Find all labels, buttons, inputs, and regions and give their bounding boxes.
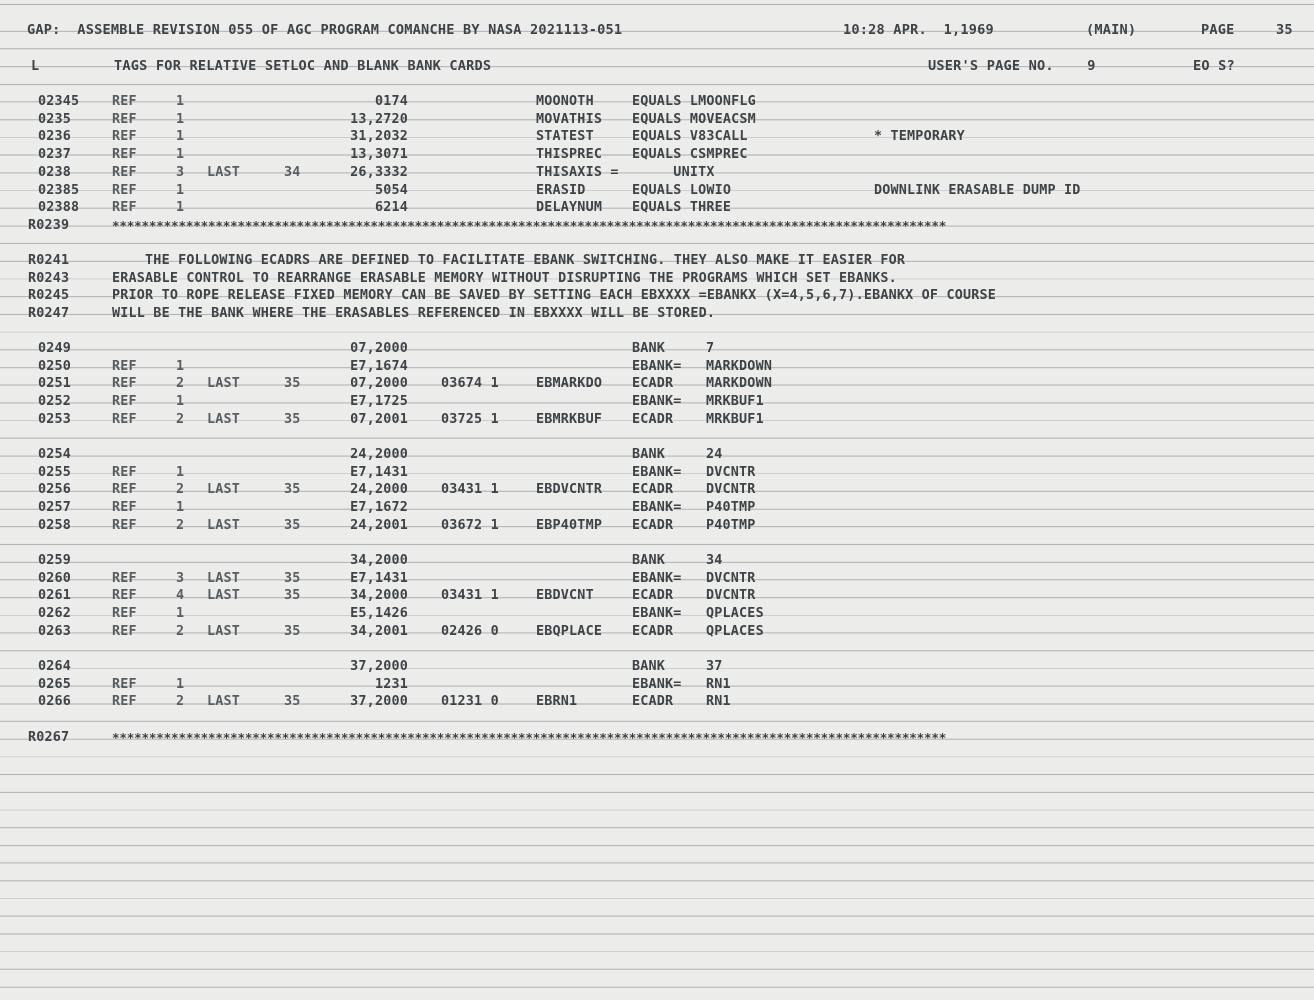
listing-row	[0, 199, 1314, 217]
operand: 37	[706, 659, 723, 674]
ref-keyword: REF	[112, 570, 137, 586]
last-page: 34	[284, 164, 301, 180]
ref-keyword: REF	[112, 394, 137, 410]
address: E7,1725	[350, 394, 408, 410]
header-users-page: USER'S PAGE NO. 9	[928, 58, 1096, 74]
address: E7,1674	[350, 358, 408, 374]
line-number: R0247	[28, 306, 70, 322]
opcode: ERASID	[536, 182, 586, 198]
listing-row	[0, 570, 1314, 588]
operand: P40TMP	[706, 517, 756, 533]
address: 13,2720	[350, 111, 408, 127]
ref-count: 1	[176, 394, 185, 410]
last-keyword: LAST	[207, 570, 241, 586]
operand: QPLACES	[706, 606, 764, 622]
ref-count: 1	[176, 500, 185, 516]
operand: DVCNTR	[706, 482, 756, 498]
ref-count: 2	[176, 623, 185, 639]
listing-row	[0, 517, 1314, 535]
ref-count: 1	[176, 200, 185, 216]
remark-row	[0, 305, 1314, 323]
symbol-label: EBMARKDO	[536, 376, 603, 392]
last-page: 35	[284, 517, 301, 533]
address: E7,1431	[350, 464, 408, 480]
operand: EQUALS MOVEACSM	[632, 111, 756, 127]
operand: MARKDOWN	[706, 376, 773, 392]
line-number: 0235	[38, 111, 72, 127]
header-title: GAP: ASSEMBLE REVISION 055 OF AGC PROGRAM COMANCHE BY NASA 2021113-051	[27, 22, 623, 38]
ref-keyword: REF	[112, 358, 137, 374]
operand: DVCNTR	[706, 570, 756, 586]
last-keyword: LAST	[207, 588, 241, 604]
listing-row	[0, 446, 1314, 464]
opcode: EBANK=	[632, 570, 682, 586]
listing-row	[0, 375, 1314, 393]
address: 07,2000	[350, 376, 408, 392]
line-number: 0257	[38, 500, 72, 516]
address: 37,2000	[350, 694, 408, 710]
line-number: 0250	[38, 358, 72, 374]
line-number: 0258	[38, 517, 72, 533]
line-number: 0259	[38, 553, 72, 568]
operand: EQUALS LMOONFLG	[632, 94, 756, 109]
opcode: EBANK=	[632, 358, 682, 374]
last-page: 35	[284, 570, 301, 586]
ref-count: 2	[176, 411, 185, 427]
ref-keyword: REF	[112, 694, 137, 710]
octal-value: 01231 0	[441, 694, 499, 710]
opcode: ECADR	[632, 623, 674, 639]
last-keyword: LAST	[207, 623, 241, 639]
symbol-label: EBDVCNTR	[536, 482, 603, 498]
ref-keyword: REF	[112, 164, 137, 180]
asterisk-rule: *****************************************************************************************************************	[112, 730, 947, 745]
listing-row	[0, 164, 1314, 182]
listing-row	[0, 605, 1314, 623]
ref-count: 1	[176, 464, 185, 480]
last-keyword: LAST	[207, 411, 241, 427]
ref-keyword: REF	[112, 182, 137, 198]
ref-count: 1	[176, 129, 185, 145]
opcode: EBANK=	[632, 464, 682, 480]
ref-keyword: REF	[112, 94, 137, 109]
operand: 24	[706, 447, 723, 462]
ref-keyword: REF	[112, 111, 137, 127]
header-timestamp: 10:28 APR. 1,1969	[843, 22, 994, 38]
opcode: ECADR	[632, 517, 674, 533]
remark-row	[0, 252, 1314, 270]
header-listing-type: L	[31, 58, 40, 74]
line-number: 0254	[38, 447, 72, 462]
symbol-label: EBP40TMP	[536, 517, 603, 533]
opcode: EBANK=	[632, 676, 682, 692]
line-number: 02345	[38, 94, 80, 109]
separator-row	[0, 217, 1314, 235]
operand: EQUALS THREE	[632, 200, 732, 216]
last-keyword: LAST	[207, 694, 241, 710]
ref-count: 1	[176, 358, 185, 374]
last-keyword: LAST	[207, 517, 241, 533]
opcode: ECADR	[632, 694, 674, 710]
ref-keyword: REF	[112, 482, 137, 498]
operand: 34	[706, 553, 723, 568]
last-page: 35	[284, 694, 301, 710]
line-number: R0241	[28, 253, 70, 268]
listing-row	[0, 481, 1314, 499]
address: 1231	[374, 676, 408, 692]
remark-row	[0, 270, 1314, 288]
address: 34,2001	[350, 623, 408, 639]
address: E5,1426	[350, 606, 408, 622]
line-number: 0253	[38, 411, 72, 427]
opcode: BANK	[632, 341, 666, 356]
ref-keyword: REF	[112, 588, 137, 604]
operand: P40TMP	[706, 500, 756, 516]
line-number: 0262	[38, 606, 72, 622]
address: E7,1431	[350, 570, 408, 586]
ref-keyword: REF	[112, 376, 137, 392]
opcode: EBANK=	[632, 394, 682, 410]
last-page: 35	[284, 623, 301, 639]
ref-count: 3	[176, 164, 185, 180]
ref-keyword: REF	[112, 623, 137, 639]
operand: EQUALS CSMPREC	[632, 147, 748, 163]
remark-text: PRIOR TO ROPE RELEASE FIXED MEMORY CAN BE SAVED BY SETTING EACH EBXXXX =EBANKX (X=4,5,6,7).EBANKX OF COURSE	[112, 288, 997, 304]
line-number: R0267	[28, 730, 70, 745]
operand: UNITX	[632, 164, 715, 180]
remark-text: THE FOLLOWING ECADRS ARE DEFINED TO FACILITATE EBANK SWITCHING. THEY ALSO MAKE IT EASIER FOR	[112, 253, 906, 268]
comment: * TEMPORARY	[874, 129, 965, 145]
ref-keyword: REF	[112, 500, 137, 516]
address: 0174	[374, 94, 408, 109]
ref-keyword: REF	[112, 129, 137, 145]
asterisk-rule: *****************************************************************************************************************	[112, 217, 947, 233]
line-number: 0237	[38, 147, 72, 163]
address: 5054	[374, 182, 408, 198]
ref-count: 1	[176, 676, 185, 692]
line-number: R0245	[28, 288, 70, 304]
remark-text: WILL BE THE BANK WHERE THE ERASABLES REFERENCED IN EBXXXX WILL BE STORED.	[112, 306, 716, 322]
address: 07,2001	[350, 411, 408, 427]
opcode: EBANK=	[632, 500, 682, 516]
listing-row	[0, 499, 1314, 517]
last-page: 35	[284, 588, 301, 604]
address: 31,2032	[350, 129, 408, 145]
listing-row	[0, 658, 1314, 676]
opcode: ECADR	[632, 588, 674, 604]
comment: DOWNLINK ERASABLE DUMP ID	[874, 182, 1081, 198]
ref-count: 3	[176, 570, 185, 586]
octal-value: 03725 1	[441, 411, 499, 427]
opcode: ECADR	[632, 376, 674, 392]
operand: MRKBUF1	[706, 394, 764, 410]
line-number: 0264	[38, 659, 72, 674]
listing-row	[0, 587, 1314, 605]
address: 37,2000	[350, 659, 408, 674]
operand: RN1	[706, 694, 731, 710]
opcode: BANK	[632, 553, 666, 568]
opcode: BANK	[632, 659, 666, 674]
operand: EQUALS V83CALL	[632, 129, 748, 145]
listing-row	[0, 146, 1314, 164]
listing-row	[0, 676, 1314, 694]
ref-count: 1	[176, 94, 185, 109]
opcode: THISPREC	[536, 147, 603, 163]
remark-row	[0, 287, 1314, 305]
line-number: 0252	[38, 394, 72, 410]
separator-row	[0, 729, 1314, 747]
ref-keyword: REF	[112, 411, 137, 427]
listing-row	[0, 552, 1314, 570]
operand: DVCNTR	[706, 464, 756, 480]
opcode: MOONOTH	[536, 94, 594, 109]
operand: EQUALS LOWIO	[632, 182, 732, 198]
header-page-number: 35	[1276, 22, 1293, 38]
listing-row	[0, 111, 1314, 129]
address: E7,1672	[350, 500, 408, 516]
symbol-label: EBQPLACE	[536, 623, 603, 639]
ref-keyword: REF	[112, 606, 137, 622]
octal-value: 02426 0	[441, 623, 499, 639]
ref-count: 1	[176, 182, 185, 198]
opcode: EBANK=	[632, 606, 682, 622]
ref-keyword: REF	[112, 464, 137, 480]
last-keyword: LAST	[207, 376, 241, 392]
symbol-label: EBDVCNT	[536, 588, 594, 604]
address: 6214	[374, 200, 408, 216]
ref-count: 1	[176, 606, 185, 622]
line-number: 0256	[38, 482, 72, 498]
ref-count: 1	[176, 111, 185, 127]
listing-row	[0, 393, 1314, 411]
octal-value: 03431 1	[441, 482, 499, 498]
line-number: 0255	[38, 464, 72, 480]
symbol-label: EBMRKBUF	[536, 411, 603, 427]
ref-keyword: REF	[112, 517, 137, 533]
operand: 7	[706, 341, 715, 356]
line-number: 0265	[38, 676, 72, 692]
ref-count: 2	[176, 694, 185, 710]
address: 26,3332	[350, 164, 408, 180]
operand: MARKDOWN	[706, 358, 773, 374]
header-section-title: TAGS FOR RELATIVE SETLOC AND BLANK BANK CARDS	[114, 58, 492, 74]
address: 24,2000	[350, 447, 408, 462]
listing-row	[0, 93, 1314, 111]
ref-keyword: REF	[112, 147, 137, 163]
listing-row	[0, 358, 1314, 376]
ref-count: 2	[176, 376, 185, 392]
line-number: 0266	[38, 694, 72, 710]
remark-text: ERASABLE CONTROL TO REARRANGE ERASABLE MEMORY WITHOUT DISRUPTING THE PROGRAMS WHICH SET EBANKS.	[112, 270, 897, 286]
ref-keyword: REF	[112, 200, 137, 216]
line-number: 0260	[38, 570, 72, 586]
line-number: 0236	[38, 129, 72, 145]
listing-row	[0, 182, 1314, 200]
ref-count: 2	[176, 517, 185, 533]
opcode: DELAYNUM	[536, 200, 603, 216]
operand: MRKBUF1	[706, 411, 764, 427]
octal-value: 03431 1	[441, 588, 499, 604]
header-eo: EO S?	[1193, 58, 1235, 74]
line-number: R0239	[28, 217, 70, 233]
operand: RN1	[706, 676, 731, 692]
symbol-label: EBRN1	[536, 694, 578, 710]
line-number: 02388	[38, 200, 80, 216]
line-number: 02385	[38, 182, 80, 198]
address: 07,2000	[350, 341, 408, 356]
opcode: BANK	[632, 447, 666, 462]
address: 34,2000	[350, 588, 408, 604]
listing-row	[0, 464, 1314, 482]
opcode: ECADR	[632, 411, 674, 427]
ref-count: 2	[176, 482, 185, 498]
octal-value: 03672 1	[441, 517, 499, 533]
last-page: 35	[284, 411, 301, 427]
opcode: THISAXIS =	[536, 164, 619, 180]
line-number: R0243	[28, 270, 70, 286]
last-page: 35	[284, 482, 301, 498]
address: 13,3071	[350, 147, 408, 163]
operand: DVCNTR	[706, 588, 756, 604]
ref-keyword: REF	[112, 676, 137, 692]
line-number: 0251	[38, 376, 72, 392]
opcode: ECADR	[632, 482, 674, 498]
last-page: 35	[284, 376, 301, 392]
last-keyword: LAST	[207, 482, 241, 498]
listing-row	[0, 128, 1314, 146]
address: 24,2001	[350, 517, 408, 533]
ref-count: 4	[176, 588, 185, 604]
ref-count: 1	[176, 147, 185, 163]
listing-row	[0, 411, 1314, 429]
header-page-label: PAGE	[1201, 22, 1235, 38]
opcode: MOVATHIS	[536, 111, 603, 127]
listing-row	[0, 693, 1314, 711]
listing-row	[0, 340, 1314, 358]
address: 24,2000	[350, 482, 408, 498]
line-number: 0238	[38, 164, 72, 180]
opcode: STATEST	[536, 129, 594, 145]
last-keyword: LAST	[207, 164, 241, 180]
line-number: 0249	[38, 341, 72, 356]
octal-value: 03674 1	[441, 376, 499, 392]
line-number: 0261	[38, 588, 72, 604]
operand: QPLACES	[706, 623, 764, 639]
header-mode: (MAIN)	[1086, 22, 1137, 38]
address: 34,2000	[350, 553, 408, 568]
line-number: 0263	[38, 623, 72, 639]
listing-row	[0, 623, 1314, 641]
